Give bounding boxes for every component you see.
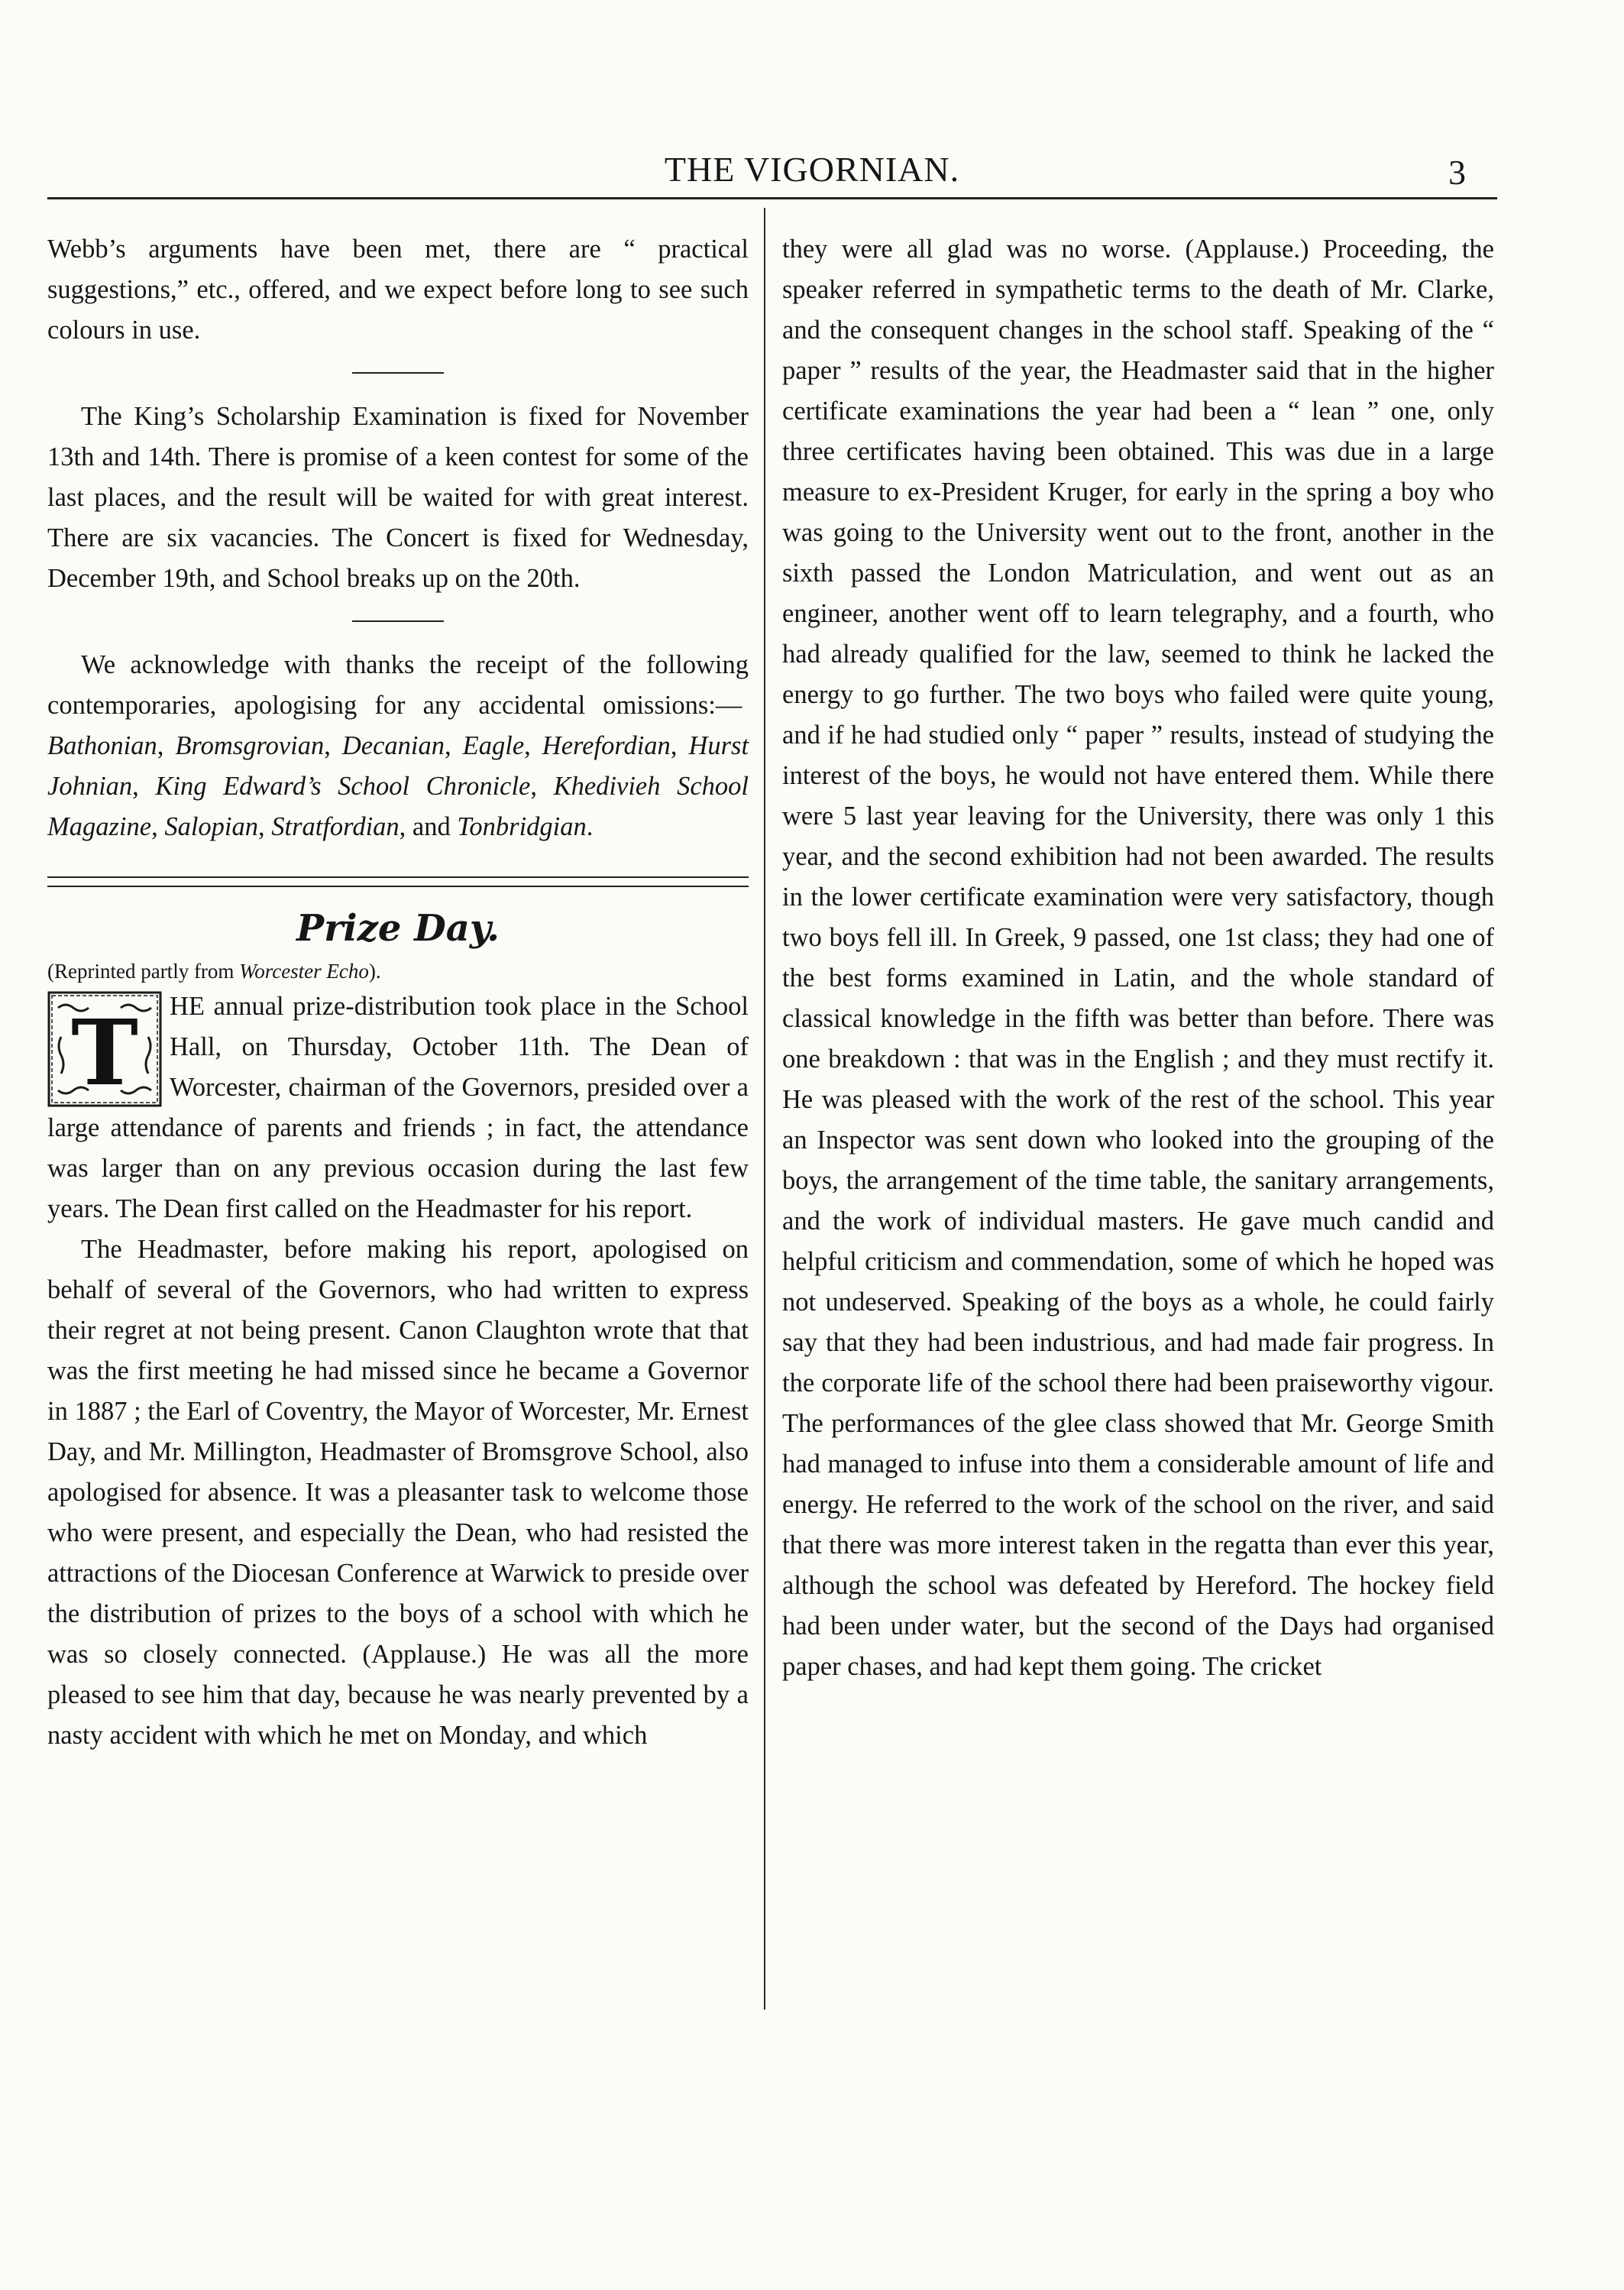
left-column [47,229,749,1756]
contemporary-name: Salopian [164,812,258,841]
section-separator [352,372,444,374]
contemporary-name: Bromsgrovian [175,731,325,760]
right-column [782,229,1494,1687]
ornamental-drop-cap [47,991,162,1107]
section-separator [352,620,444,622]
paragraph-headmaster-apologies: The Headmaster, before making his report, apologised on behalf of several of the Governors, who had written to express their regret at not being present. Canon Claughton wrote that that was the first meeting he had missed since he became a Governor in 1887 ; the Earl of Coventry, the Mayor of Worcester, Mr. Ernest Day, and Mr. Millington, Headmaster of Bromsgrove School, also apologised for absence. It was a pleasanter task to welcome those who were present, and especially the Dean, who had resisted the attractions of the Diocesan Conference at Warwick to preside over the distribution of prizes to the boys of a school with which he was so closely connected. (Applause.) He was all the more pleased to see him that day, because he was nearly prevented by a nasty accident with which he met on Monday, and which [47,1235,749,1750]
contemporary-name: Eagle [462,731,525,760]
contemporary-name: Stratfordian [271,812,400,841]
reprint-prefix: (Reprinted partly from [47,960,235,983]
contemporary-name: Tonbridgian [457,812,587,841]
paragraph-colours: Webb’s arguments have been met, there are “ practical suggestions,” etc., offered, and we expect before long to see such colours in use. [47,235,749,345]
section-title-prize-day: Prize Day. [296,907,500,950]
paragraph-scholarship: The King’s Scholarship Examination is fixed for November 13th and 14th. There is promise of a keen contest for some of the last places, and the result will be waited for with great interest. There are six vacancies. The Concert is fixed for Wednesday, December 19th, and School breaks up on the 20th. [47,402,749,593]
contemporary-name: King Edward’s School Chronicle [155,772,531,801]
prize-day-opening-text: HE annual prize-distribution took place in the School Hall, on Thursday, October 11th. The Dean of Worcester, chairman of the Governors, presided over a large attendance of parents and friends ; in fact, the attendance was larger than on any previous occasion during the last few years. The Dean first called on the Headmaster for his report. [47,992,749,1223]
double-rule-separator [47,876,749,887]
column-divider [764,208,765,2010]
page-header-title: THE VIGORNIAN. [664,150,960,189]
contemporary-name: Khedivieh School Magazine [47,772,749,841]
conjunction: and [412,812,451,841]
drop-cap-letter: T [71,999,138,1106]
reprint-suffix: ). [368,960,381,983]
drop-cap-ornament-icon [47,991,162,1107]
contemporary-name: Decanian [341,731,445,760]
paragraph-headmaster-report: they were all glad was no worse. (Applause.) Proceeding, the speaker referred in sympathetic terms to the death of Mr. Clarke, and the consequent changes in the school staff. Speaking of the “ paper ” results of the year, the Headmaster said that in the higher certificate examinations the year had been a “ lean ” one, only three certificates having been obtained. This was due in a large measure to ex-President Kruger, for early in the spring a boy who was going to the University went out to the front, another in the sixth passed the London Matriculation, and went out as an engineer, another went off to learn telegraphy, and a fourth, who had already qualified for the law, seemed to think he lacked the energy to go further. The two boys who failed were quite young, and if he had studied only “ paper ” results, instead of studying the interest of the boys, he would not have entered them. While there were 5 last year leaving for the University, there was only 1 this year, and the second exhibition had not been awarded. The results in the lower certificate examination were very satisfactory, though two boys fell ill. In Greek, 9 passed, one 1st class; they had one of the best forms examined in Latin, and the whole standard of classical knowledge in the fifth was better than before. There was one breakdown : that was in the English ; and they must rectify it. He was pleased with the work of the rest of the school. This year an Inspector was sent down who looked into the grouping of the boys, the arrangement of the time table, the sanitary arrangements, and the work of individual masters. He gave much candid and helpful criticism and commendation, some of which he hoped was not undeserved. Speaking of the boys as a whole, he could fairly say that they had been industrious, and had made fair progress. In the corporate life of the school there had been praiseworthy vigour. The performances of the glee class showed that Mr. George Smith had managed to infuse into them a considerable amount of life and energy. He referred to the work of the school on the river, and said that there was more interest taken in the regatta than ever this year, although the school was defeated by Hereford. The hockey field had been under water, but the second of the Days had organised paper chases, and had kept them going. The cricket [782,235,1494,1681]
page-number: 3 [1448,153,1466,192]
reprint-source: Worcester Echo [239,960,369,983]
paragraph-prize-day-opening [47,986,749,1229]
header-rule [47,197,1497,199]
contemporary-name: Bathonian [47,731,157,760]
contemporary-name: Herefordian [542,731,671,760]
paragraph-acknowledgements: We acknowledge with thanks the receipt of the following contemporaries, apologising for any accidental omissions:— Bathonian, Bromsgrovian, Decanian, Eagle, Herefordian, Hurst Johnian, King Edward’s School Chronicle, Khedivieh School Magazine, Salopian, Stratfordian, and Tonbridgian. [47,650,749,841]
reprint-note [47,956,749,986]
contemporary-name: Hurst Johnian [47,731,749,801]
acknowledgement-intro: We acknowledge with thanks the receipt of the following contemporaries, apologising for any accidental omissions:— [47,650,749,720]
